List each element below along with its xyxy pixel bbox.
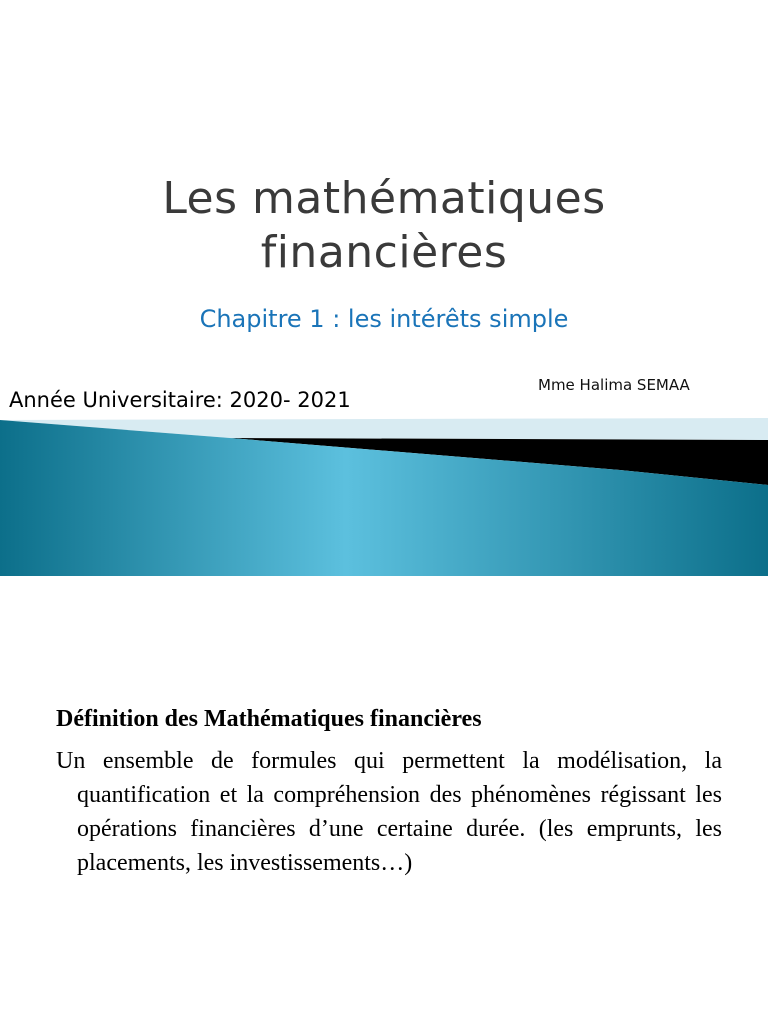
definition-title: Définition des Mathématiques financières — [56, 706, 482, 732]
definition-slide — [0, 576, 768, 1024]
slide-subtitle: Chapitre 1 : les intérêts simple — [199, 305, 569, 333]
title-line-2: financières — [260, 227, 508, 278]
academic-year: Année Universitaire: 2020- 2021 — [9, 388, 351, 412]
definition-text: Un ensemble de formules qui permettent la modélisation, la quantification et la compréhension des phénomènes régissant les opérations financières d’une certaine durée. (les emprunts, les placements, les investissements…) — [56, 748, 722, 876]
title-line-1: Les mathématiques — [162, 173, 606, 224]
author-name: Mme Halima SEMAA — [538, 376, 690, 394]
slide-title — [0, 172, 768, 280]
